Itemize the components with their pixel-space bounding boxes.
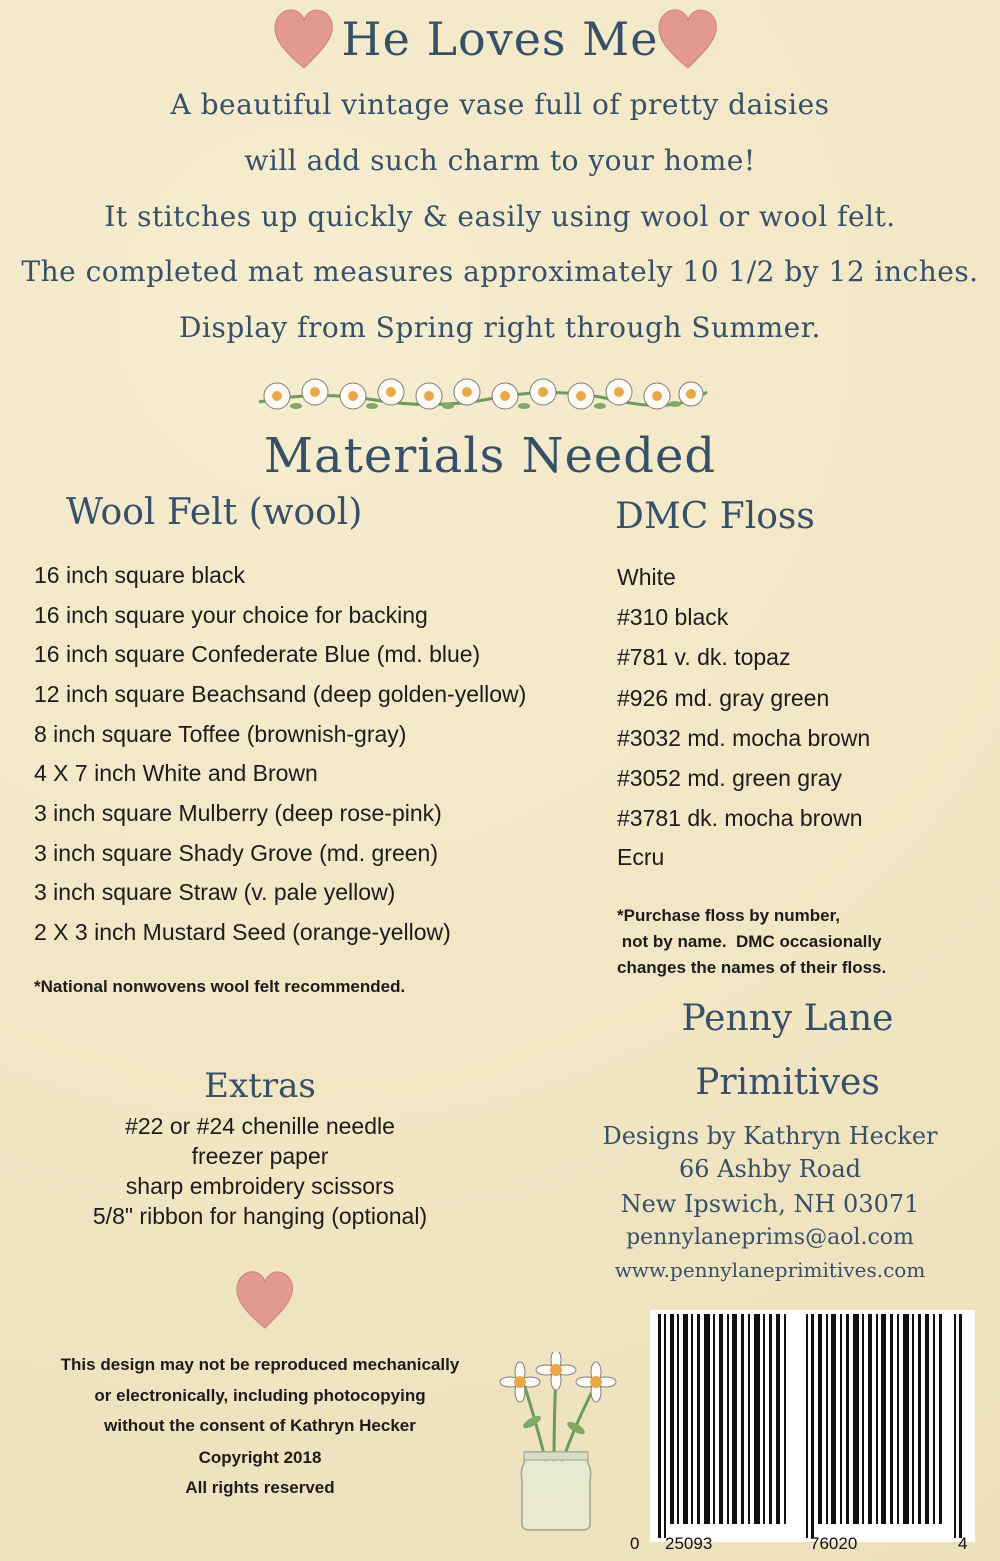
barcode-digit: 0	[630, 1534, 640, 1553]
wool-item: 3 inch square Straw (v. pale yellow)	[34, 879, 396, 905]
intro-line: It stitches up quickly & easily using wool or wool felt.	[104, 200, 896, 233]
extra-item: 5/8" ribbon for hanging (optional)	[92, 1203, 428, 1229]
floss-item: #3052 md. green gray	[617, 765, 843, 791]
wool-item: 4 X 7 inch White and Brown	[34, 760, 318, 786]
floss-item: #781 v. dk. topaz	[617, 644, 791, 670]
address-street: 66 Ashby Road	[678, 1155, 861, 1183]
extra-item: sharp embroidery scissors	[125, 1173, 395, 1199]
legal-line: or electronically, including photocopying	[94, 1386, 426, 1405]
copyright-line: Copyright 2018	[198, 1448, 322, 1467]
rights-line: All rights reserved	[185, 1478, 335, 1497]
materials-heading: Materials Needed	[263, 428, 717, 484]
daisy-border-icon	[255, 372, 710, 418]
barcode-icon	[650, 1310, 975, 1542]
wool-item: 12 inch square Beachsand (deep golden-yellow)	[34, 681, 527, 707]
wool-note: *National nonwovens wool felt recommended.	[34, 977, 406, 996]
intro-line: Display from Spring right through Summer.	[179, 311, 821, 344]
floss-item: #3781 dk. mocha brown	[617, 805, 863, 831]
barcode-digit: 25093	[665, 1534, 713, 1553]
wool-felt-heading: Wool Felt (wool)	[66, 492, 363, 533]
wool-item: 3 inch square Mulberry (deep rose-pink)	[34, 800, 442, 826]
designer-line: Designs by Kathryn Hecker	[602, 1122, 938, 1150]
page-title: He Loves Me	[341, 12, 659, 66]
intro-line: The completed mat measures approximately 10 1/2 by 12 inches.	[21, 255, 979, 288]
wool-item: 3 inch square Shady Grove (md. green)	[34, 840, 438, 866]
wool-item: 16 inch square black	[34, 562, 245, 588]
floss-item: White	[617, 564, 676, 590]
dmc-floss-heading: DMC Floss	[615, 496, 815, 537]
intro-line: will add such charm to your home!	[244, 144, 756, 177]
floss-item: #3032 md. mocha brown	[617, 725, 871, 751]
wool-item: 16 inch square Confederate Blue (md. blue)	[34, 641, 481, 667]
brand-name-line2: Primitives	[695, 1062, 880, 1103]
extra-item: #22 or #24 chenille needle	[125, 1113, 395, 1139]
extras-heading: Extras	[204, 1066, 316, 1106]
barcode-digit: 4	[958, 1534, 968, 1553]
legal-line: without the consent of Kathryn Hecker	[104, 1416, 416, 1435]
address-city: New Ipswich, NH 03071	[620, 1190, 920, 1218]
email-link[interactable]: pennylaneprims@aol.com	[626, 1225, 914, 1250]
wool-item: 16 inch square your choice for backing	[34, 602, 428, 628]
extra-item: freezer paper	[191, 1143, 329, 1169]
floss-item: #926 md. gray green	[617, 685, 830, 711]
wool-item: 2 X 3 inch Mustard Seed (orange-yellow)	[34, 919, 451, 945]
floss-item: #310 black	[617, 604, 729, 630]
daisy-vase-icon	[484, 1352, 628, 1532]
intro-line: A beautiful vintage vase full of pretty daisies	[170, 88, 830, 121]
floss-note: *Purchase floss by number, not by name. DMC occasionally changes the names of their floss.	[617, 906, 887, 977]
brand-name-line1: Penny Lane	[681, 998, 894, 1039]
floss-item: Ecru	[617, 844, 665, 870]
website-link[interactable]: www.pennylaneprimitives.com	[614, 1258, 926, 1282]
legal-line: This design may not be reproduced mechanically	[60, 1355, 460, 1374]
barcode-digit: 76020	[810, 1534, 858, 1553]
wool-item: 8 inch square Toffee (brownish-gray)	[34, 721, 407, 747]
heart-icon	[234, 1266, 296, 1334]
